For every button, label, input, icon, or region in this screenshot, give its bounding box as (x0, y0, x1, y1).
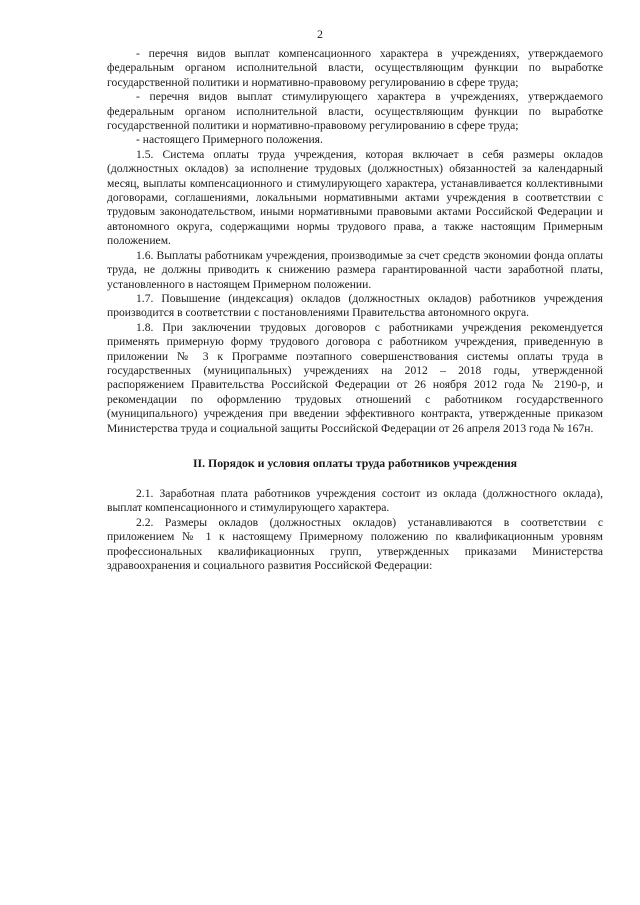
paragraph-1-7: 1.7. Повышение (индексация) окладов (должностных окладов) работников учреждения производится в соответствии с постановлениями Правительства автономного округа. (107, 291, 603, 320)
paragraph-1-8: 1.8. При заключении трудовых договоров с работниками учреждения рекомендуется применять примерную форму трудового договора с работником учреждения, приведенную в приложении № 3 к Программе поэтапного совершенствования системы оплаты труда в государственных (муниципальных) учреждениях на 2012 – 2018 годы, утвержденной распоряжением Правительства Российской Федерации от 26 ноября 2012 года № 2190-р, и рекомендации по оформлению трудовых отношений с работником государственного (муниципального) учреждения при введении эффективного контракта, утвержденные приказом Министерства труда и социальной защиты Российской Федерации от 26 апреля 2013 года № 167н. (107, 320, 603, 435)
page-number: 2 (317, 27, 323, 41)
paragraph-1-6: 1.6. Выплаты работникам учреждения, производимые за счет средств экономии фонда оплаты труда, не должны приводить к снижению размера гарантированной части заработной платы, установленного в настоящем Примерном положении. (107, 248, 603, 291)
paragraph-this-regulation: - настоящего Примерного положения. (136, 133, 323, 147)
paragraph-2-1: 2.1. Заработная плата работников учреждения состоит из оклада (должностного оклада), выплат компенсационного и стимулирующего характера. (107, 486, 603, 515)
paragraph-compensation-list: - перечня видов выплат компенсационного характера в учреждениях, утверждаемого федеральным органом исполнительной власти, осуществляющим функции по выработке государственной политики и нормативно-правовому регулированию в сфере труда; (107, 47, 603, 89)
paragraph-2-2: 2.2. Размеры окладов (должностных окладов) устанавливаются в соответствии с приложением № 1 к настоящему Примерному положению по квалификационным уровням профессиональных квалификационных групп, утвержденных приказами Министерства здравоохранения и социального развития Российской Федерации: (107, 515, 603, 572)
paragraph-1-5: 1.5. Система оплаты труда учреждения, которая включает в себя размеры окладов (должностных окладов) за исполнение трудовых (должностных) обязанностей за календарный месяц, выплаты компенсационного и стимулирующего характера, устанавливается коллективными договорами, соглашениями, локальными нормативными актами учреждения в соответствии с трудовым законодательством, иными нормативными правовыми актами Российской Федерации и автономного округа, содержащими нормы трудового права, а также настоящим Примерным положением. (107, 147, 603, 248)
paragraph-incentive-list: - перечня видов выплат стимулирующего характера в учреждениях, утверждаемого федеральным органом исполнительной власти, осуществляющим функции по выработке государственной политики и нормативно-правовому регулированию в сфере труда; (107, 90, 603, 133)
section-heading: II. Порядок и условия оплаты труда работников учреждения (192, 455, 518, 470)
document-body (107, 47, 603, 573)
